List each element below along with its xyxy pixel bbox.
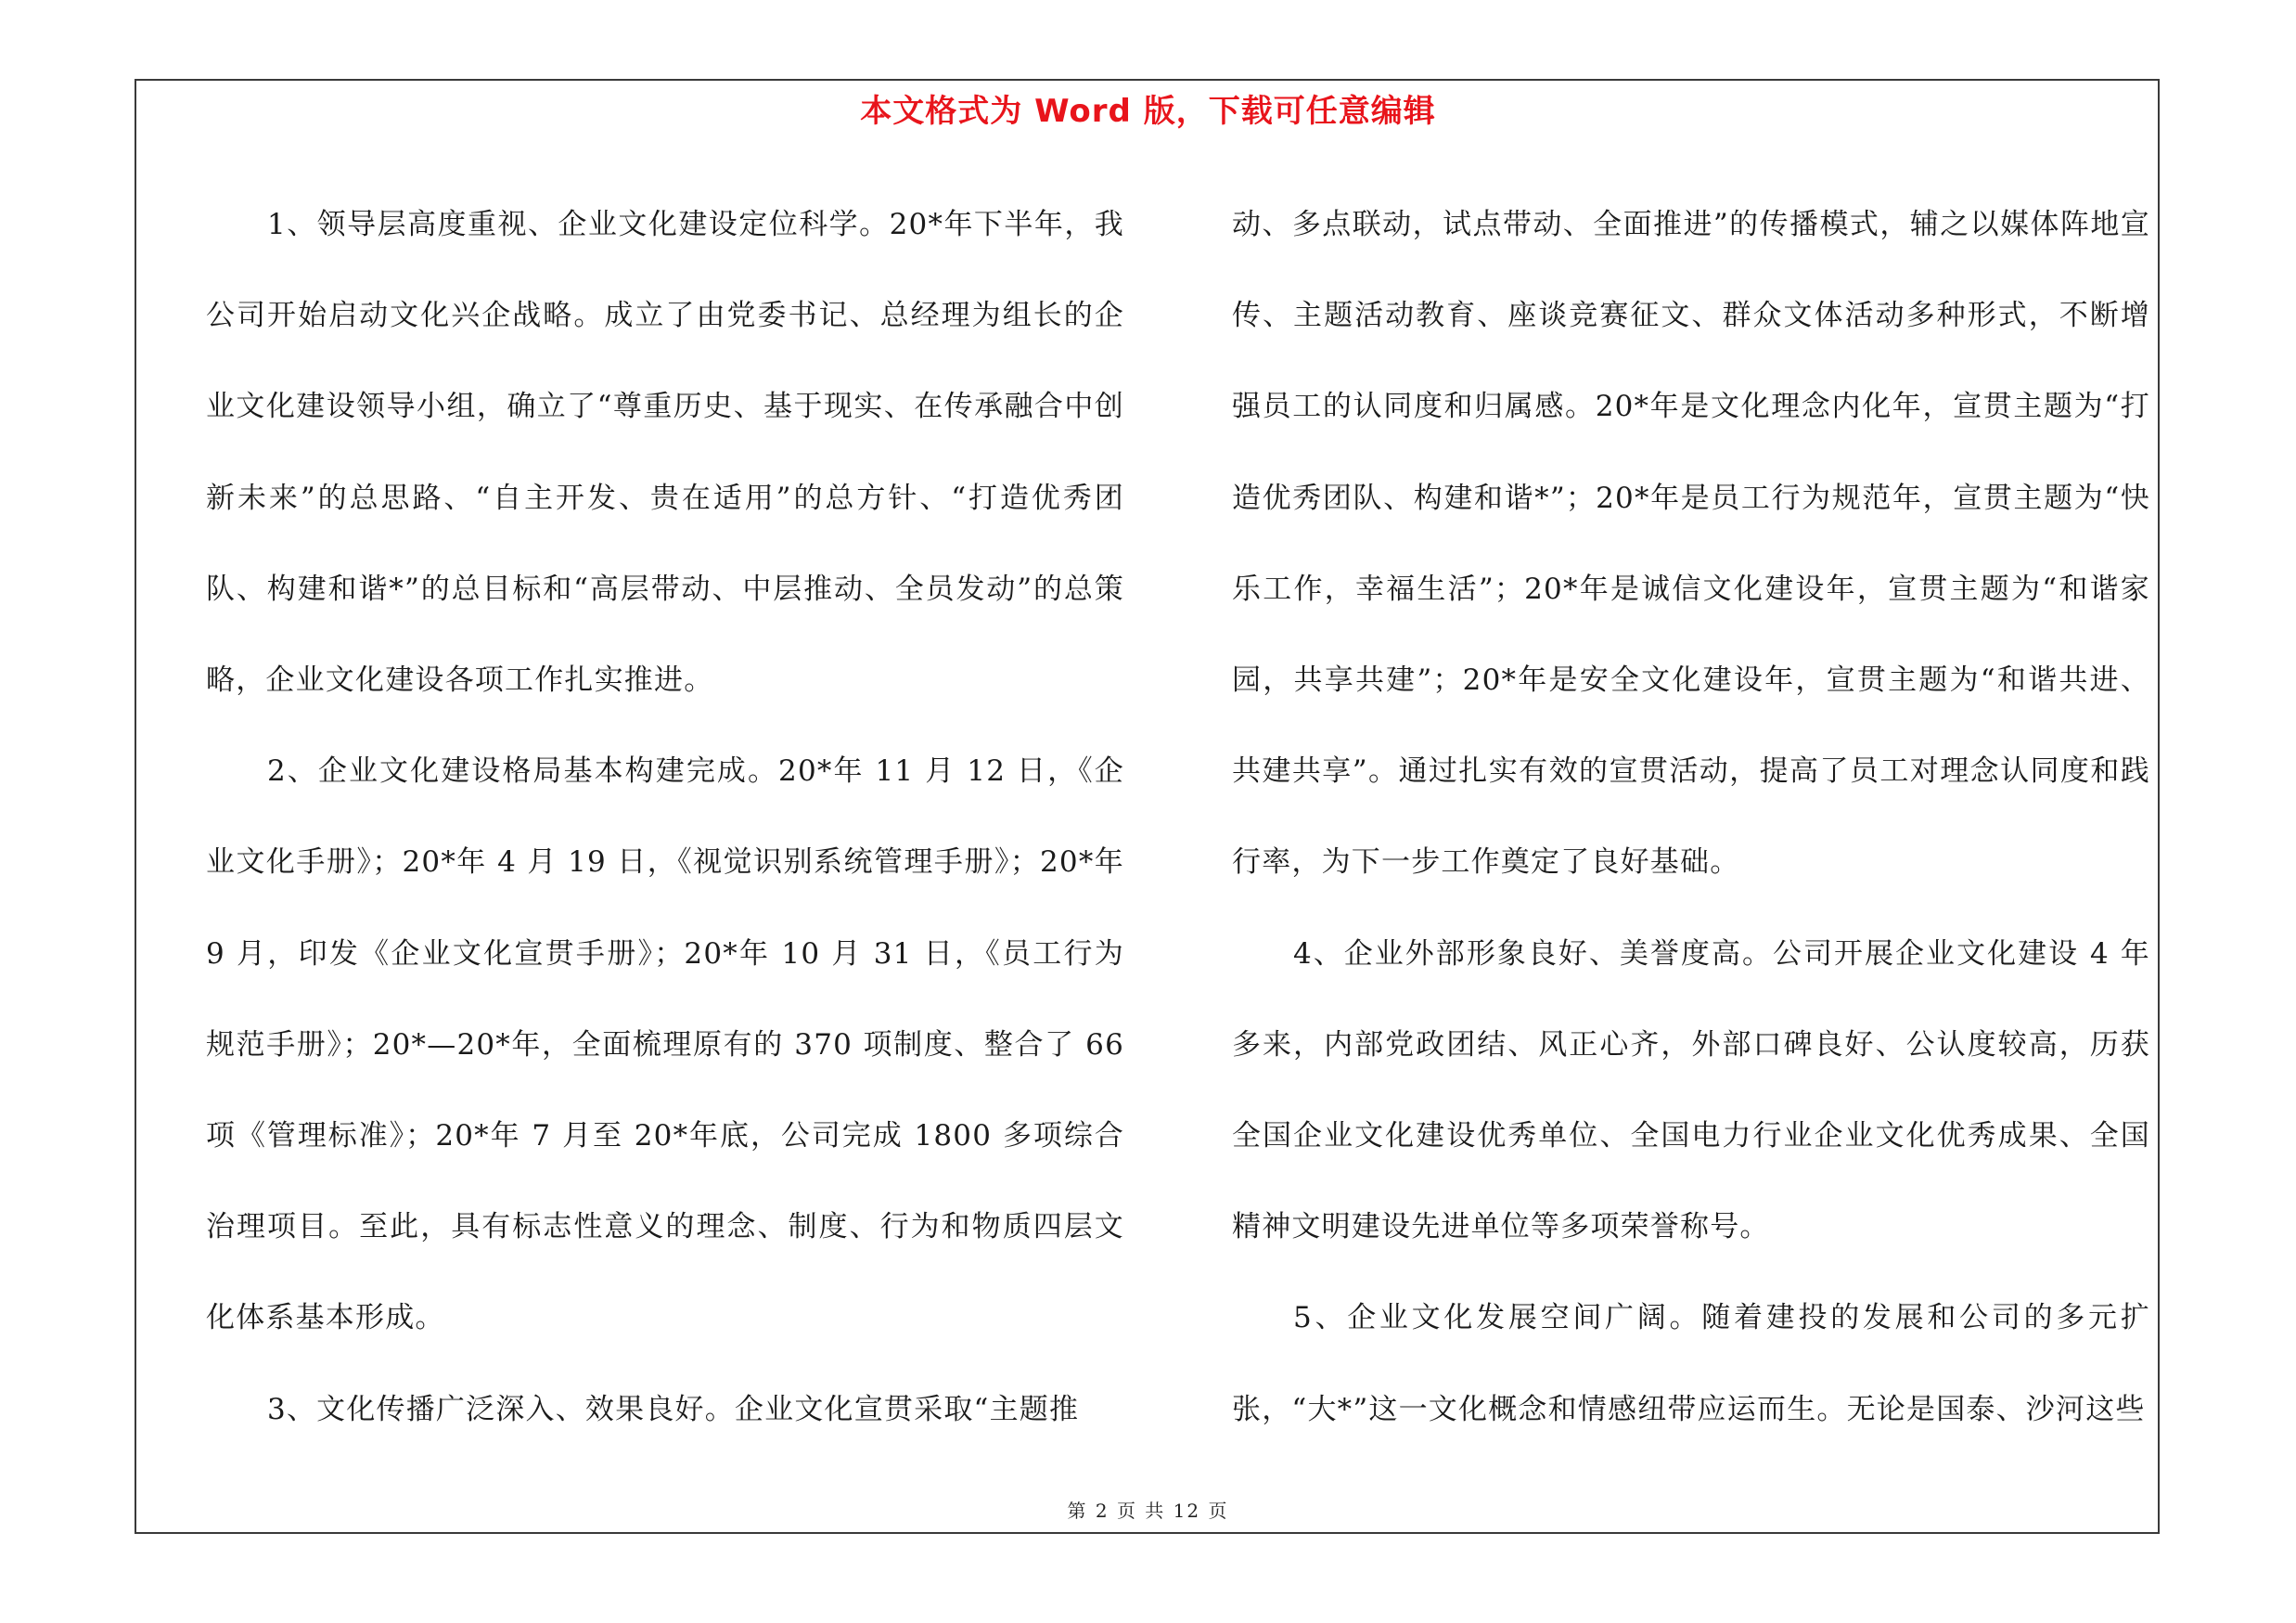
- page-number-footer: 第 2 页 共 12 页: [1067, 1500, 1229, 1522]
- format-notice-banner: 本文格式为 Word 版，下载可任意编辑: [860, 93, 1436, 130]
- paragraph-3-start: 3、文化传播广泛深入、效果良好。企业文化宣贯采取“主题推: [267, 1392, 1080, 1426]
- paragraph-4: 4、企业外部形象良好、美誉度高。公司开展企业文化建设 4 年多来，内部党政团结、风正心齐，外部口碑良好、公认度较高，历获全国企业文化建设优秀单位、全国电力行业企业文化优秀成果、全国精神文明建设先进单位等多项荣誉称号。: [1232, 936, 2150, 1244]
- right-column: [1232, 179, 2150, 1455]
- paragraph-3-continued: 动、多点联动，试点带动、全面推进”的传播模式，辅之以媒体阵地宣传、主题活动教育、座谈竞赛征文、群众文体活动多种形式，不断增强员工的认同度和归属感。20*年是文化理念内化年，宣贯主题为“打造优秀团队、构建和谐*”；20*年是员工行为规范年，宣贯主题为“快乐工作，幸福生活”；20*年是诚信文化建设年，宣贯主题为“和谐家园，共享共建”；20*年是安全文化建设年，宣贯主题为“和谐共进、共建共享”。通过扎实有效的宣贯活动，提高了员工对理念认同度和践行率，为下一步工作奠定了良好基础。: [1232, 208, 2150, 880]
- left-column: [206, 179, 1124, 1455]
- paragraph-5-start: 5、企业文化发展空间广阔。随着建投的发展和公司的多元扩张，“大*”这一文化概念和情感纽带应运而生。无论是国泰、沙河这些: [1232, 1301, 2150, 1426]
- paragraph-2: 2、企业文化建设格局基本构建完成。20*年 11 月 12 日，《企业文化手册》；20*年 4 月 19 日，《视觉识别系统管理手册》；20*年 9 月，印发《企业文化宣贯手册》；20*年 10 月 31 日，《员工行为规范手册》；20*—20*年，全面梳理原有的 370 项制度、整合了 66 项《管理标准》；20*年 7 月至 20*年底，公司完成 1800 多项综合治理项目。至此，具有标志性意义的理念、制度、行为和物质四层文化体系基本形成。: [206, 754, 1124, 1335]
- paragraph-1: 1、领导层高度重视、企业文化建设定位科学。20*年下半年，我公司开始启动文化兴企战略。成立了由党委书记、总经理为组长的企业文化建设领导小组，确立了“尊重历史、基于现实、在传承融合中创新未来”的总思路、“自主开发、贵在适用”的总方针、“打造优秀团队、构建和谐*”的总目标和“高层带动、中层推动、全员发动”的总策略，企业文化建设各项工作扎实推进。: [206, 208, 1124, 698]
